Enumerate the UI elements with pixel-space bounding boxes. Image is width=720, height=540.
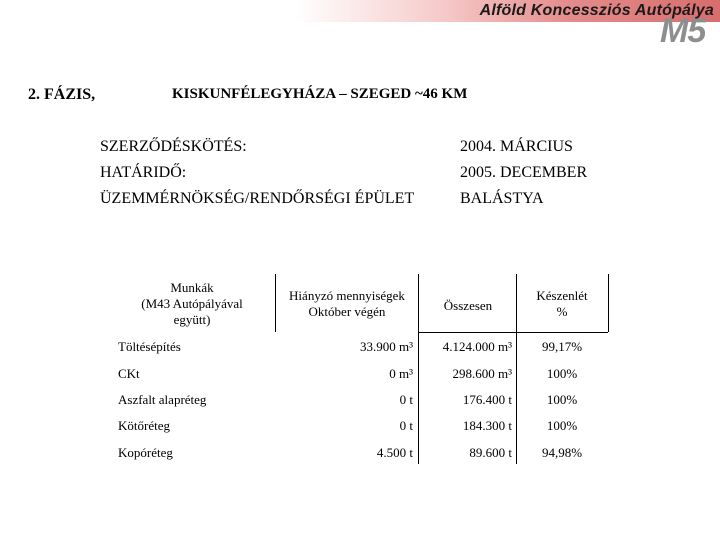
cell-total: 298.600 m³ <box>452 366 512 381</box>
cell-ready: 94,98% <box>541 445 583 460</box>
cell-work: Kopóréteg <box>118 445 173 460</box>
cell-missing: 0 t <box>399 418 413 433</box>
header-total: Összesen <box>443 298 493 313</box>
header-ready: Készenlét % <box>536 288 588 319</box>
cell-total: 176.400 t <box>462 392 512 407</box>
info-value-deadline: 2005. DECEMBER <box>460 164 588 181</box>
info-label-building: ÜZEMMÉRNÖKSÉG/RENDŐRSÉGI ÉPÜLET <box>100 190 415 207</box>
header-banner <box>295 0 720 22</box>
cell-ready: 100% <box>546 418 578 433</box>
cell-ready: 100% <box>546 392 578 407</box>
cell-ready: 100% <box>546 366 578 381</box>
cell-work: Töltésépítés <box>118 339 181 354</box>
table-divider <box>608 274 609 332</box>
header-work: Munkák (M43 Autópályával együtt) <box>141 280 243 327</box>
cell-missing: 4.500 t <box>376 445 413 460</box>
table-divider <box>275 274 276 332</box>
cell-missing: 0 t <box>399 392 413 407</box>
table-divider <box>516 274 517 464</box>
cell-total: 184.300 t <box>462 418 512 433</box>
cell-missing: 0 m³ <box>389 366 413 381</box>
cell-total: 89.600 t <box>469 445 512 460</box>
info-label-deadline: HATÁRIDŐ: <box>100 164 187 181</box>
cell-work: Aszfalt alapréteg <box>118 392 207 407</box>
cell-ready: 99,17% <box>541 339 583 354</box>
cell-total: 4.124.000 m³ <box>442 339 512 354</box>
phase-label: 2. FÁZIS, <box>28 86 96 103</box>
table-divider <box>418 332 608 333</box>
table-divider <box>418 274 419 464</box>
header-missing: Hiányzó mennyiségek Október végén <box>289 288 405 319</box>
info-label-contract: SZERZŐDÉSKÖTÉS: <box>100 138 247 155</box>
route-title: KISKUNFÉLEGYHÁZA – SZEGED ~46 KM <box>172 86 468 102</box>
cell-work: CKt <box>118 366 140 381</box>
info-value-building: BALÁSTYA <box>460 190 544 207</box>
info-value-contract: 2004. MÁRCIUS <box>460 138 573 155</box>
m5-logo: M5 <box>660 12 706 50</box>
company-name: Alföld Koncessziós Autópálya <box>479 2 714 19</box>
cell-missing: 33.900 m³ <box>359 339 413 354</box>
cell-work: Kötőréteg <box>118 418 170 433</box>
